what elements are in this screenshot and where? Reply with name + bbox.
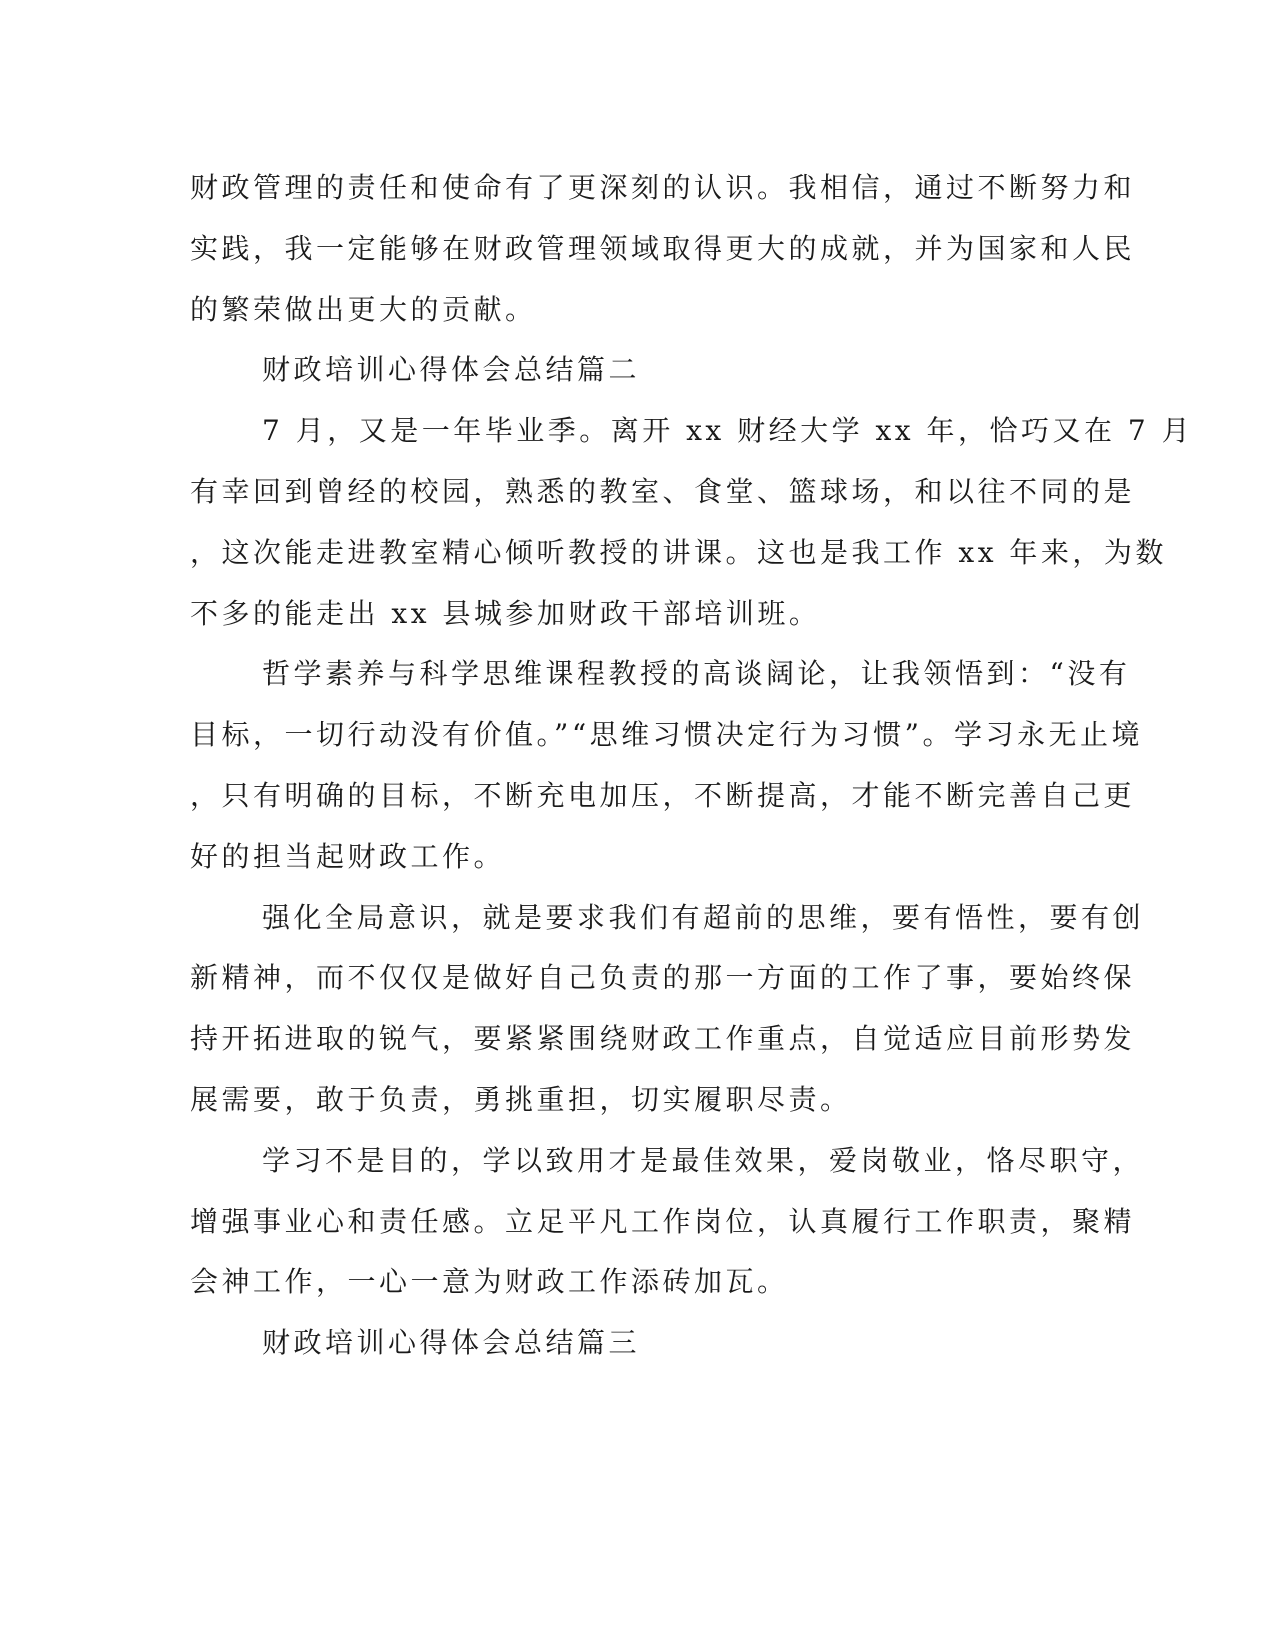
section-heading-2: 财政培训心得体会总结篇二 [262, 353, 641, 387]
paragraph-first-line: 强化全局意识，就是要求我们有超前的思维，要有悟性，要有创 [262, 900, 1145, 934]
paragraph-first-line: 哲学素养与科学思维课程教授的高谈阔论，让我领悟到：“没有 [262, 657, 1131, 691]
body-line: ，只有明确的目标，不断充电加压，不断提高，才能不断完善自己更 [190, 778, 1136, 812]
paragraph-first-line: 学习不是目的，学以致用才是最佳效果，爱岗敬业，恪尽职守， [262, 1143, 1145, 1177]
body-line: 增强事业心和责任感。立足平凡工作岗位，认真履行工作职责，聚精 [190, 1204, 1136, 1238]
body-line: 实践，我一定能够在财政管理领域取得更大的成就，并为国家和人民 [190, 231, 1136, 265]
body-line: 展需要，敢于负责，勇挑重担，切实履职尽责。 [190, 1082, 852, 1116]
paragraph-first-line: 7 月，又是一年毕业季。离开 xx 财经大学 xx 年，恰巧又在 7 月 [262, 414, 1194, 448]
body-line: 新精神，而不仅仅是做好自己负责的那一方面的工作了事，要始终保 [190, 961, 1136, 995]
body-line: 会神工作，一心一意为财政工作添砖加瓦。 [190, 1265, 789, 1299]
section-heading-3: 财政培训心得体会总结篇三 [262, 1326, 641, 1360]
body-line: 的繁荣做出更大的贡献。 [190, 292, 537, 326]
body-line: 财政管理的责任和使命有了更深刻的认识。我相信，通过不断努力和 [190, 171, 1136, 204]
body-line: 好的担当起财政工作。 [190, 839, 506, 873]
body-line: 有幸回到曾经的校园，熟悉的教室、食堂、篮球场，和以往不同的是 [190, 474, 1136, 508]
body-line: ，这次能走进教室精心倾听教授的讲课。这也是我工作 xx 年来，为数 [190, 535, 1167, 569]
document-body [190, 158, 1194, 1374]
body-line: 目标，一切行动没有价值。”“思维习惯决定行为习惯”。学习永无止境 [190, 718, 1143, 752]
body-line: 不多的能走出 xx 县城参加财政干部培训班。 [190, 596, 821, 630]
body-line: 持开拓进取的锐气，要紧紧围绕财政工作重点，自觉适应目前形势发 [190, 1022, 1136, 1056]
